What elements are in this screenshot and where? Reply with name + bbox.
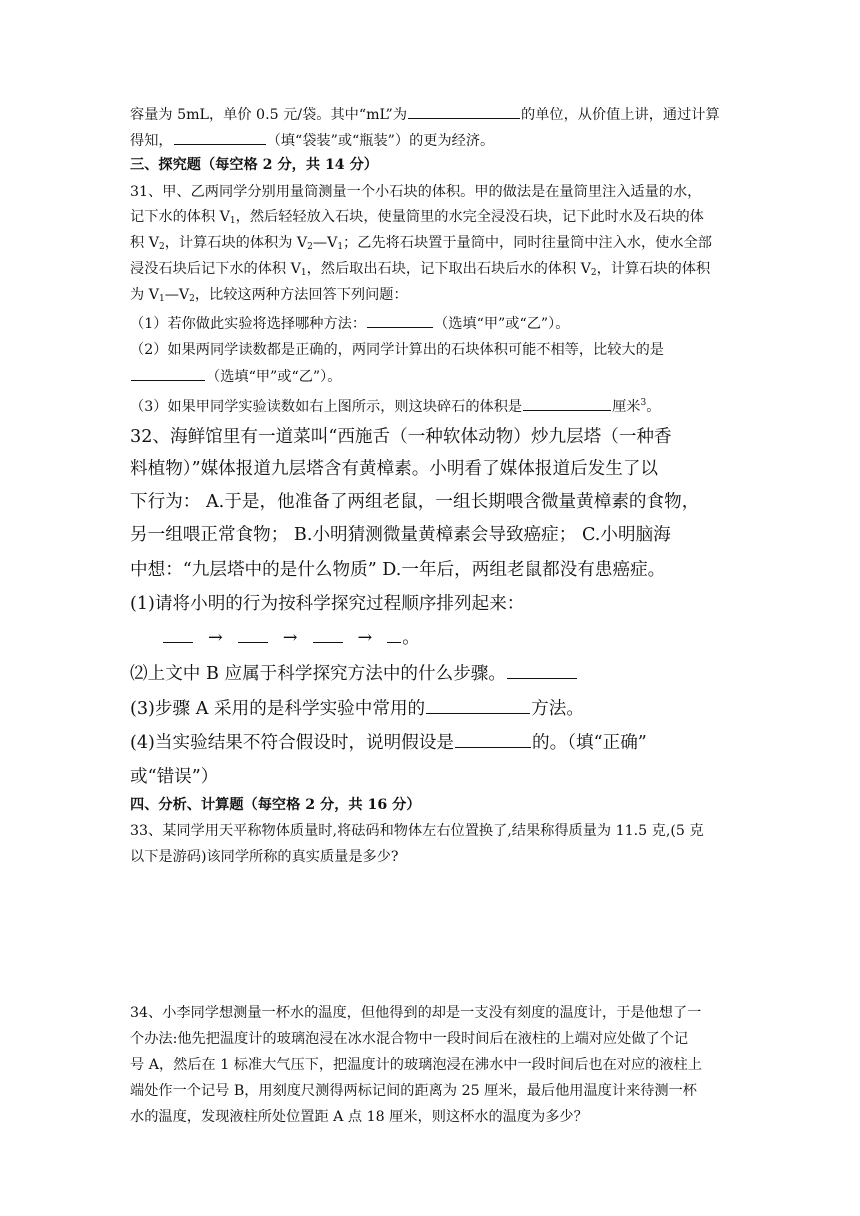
answer-blank[interactable]: [408, 104, 520, 119]
text-line: 31、甲、乙两同学分别用量筒测量一个小石块的体积。甲的做法是在量筒里注入适量的水，: [130, 184, 702, 200]
text: —V: [312, 235, 338, 251]
answer-blank[interactable]: [131, 366, 205, 381]
text: ，比较这两种方法回答下列问题：: [194, 287, 408, 303]
subscript: 2: [590, 268, 597, 278]
text-line: [130, 313, 569, 334]
text-line: [130, 731, 647, 755]
text: (4)当实验结果不符合假设时，说明假设是: [130, 733, 455, 753]
text-line: 号 A，然后在 1 标准大气压下，把温度计的玻璃泡浸在沸水中一段时间后也在对应的液柱上: [130, 1057, 702, 1073]
subscript: 1: [300, 268, 307, 278]
arrow-icon: →: [282, 628, 298, 648]
text: 。: [402, 628, 420, 648]
text-line: （2）如果两同学读数都是正确的，两同学计算出的石块体积可能不相等，比较大的是: [130, 342, 664, 358]
text-line: 料植物）”媒体报道九层塔含有黄樟素。小明看了媒体报道后发生了以: [130, 459, 659, 479]
text: （1）若你做此实验将选择哪种方法：: [130, 316, 367, 332]
text: 。: [646, 399, 661, 415]
text-line: 或“错误”）: [130, 767, 219, 787]
subscript: 2: [189, 294, 195, 304]
text: 厘米: [612, 399, 641, 415]
text-line: [130, 366, 341, 387]
text: 方法。: [531, 699, 584, 719]
text: ⑵上文中 B 应属于科学探究方法中的什么步骤。: [130, 664, 506, 684]
answer-blank[interactable]: [507, 662, 577, 679]
text: （选填“甲”或“乙”）。: [206, 369, 342, 385]
answer-blank[interactable]: [387, 628, 401, 643]
answer-blank[interactable]: [523, 396, 611, 411]
arrow-icon: →: [208, 628, 223, 648]
answer-blank[interactable]: [426, 697, 530, 714]
text: （填“袋装”或“瓶装”）的更为经济。: [266, 133, 495, 149]
sequence-answer-row: [162, 626, 420, 650]
text-line: [130, 662, 578, 686]
subscript: 1: [158, 294, 165, 304]
text: 容量为 5mL，单价 0.5 元/袋。其中“mL”为: [130, 107, 408, 123]
text: ；乙先将石块置于量筒中，同时往量筒中注入水，使水全部: [343, 235, 712, 251]
answer-blank[interactable]: [455, 731, 531, 748]
text: 为 V: [130, 287, 159, 303]
superscript: 3: [640, 398, 647, 408]
text: ，然后取出石块，记下取出石块后水的体积 V: [306, 261, 591, 277]
text-line: 端处作一个记号 B，用刻度尺测得两标记间的距离为 25 厘米，最后他用温度计来待测一杯: [130, 1083, 697, 1099]
text-line: [130, 104, 720, 125]
text: （选填“甲”或“乙”）。: [434, 316, 570, 332]
text-line: [130, 259, 710, 283]
arrow-icon: →: [357, 628, 373, 648]
answer-blank[interactable]: [238, 628, 268, 643]
answer-blank[interactable]: [313, 628, 343, 643]
text-line: 以下是游码)该同学所称的真实质量是多少?: [130, 849, 399, 865]
text-line: 另一组喂正常食物； B.小明猜测微量黄樟素会导致癌症； C.小明脑海: [130, 525, 671, 545]
text-line: 中想：“九层塔中的是什么物质” D.一年后，两组老鼠都没有患癌症。: [130, 560, 666, 580]
text-line: 水的温度，发现液柱所处位置距 A 点 18 厘米，则这杯水的温度为多少？: [130, 1109, 588, 1125]
text-line: [130, 393, 660, 417]
text-line: [130, 697, 584, 721]
answer-blank[interactable]: [174, 130, 266, 145]
text: —V: [164, 287, 190, 303]
text: (3)步骤 A 采用的是科学实验中常用的: [130, 699, 426, 719]
text: ，计算石块的体积为 V: [164, 235, 308, 251]
answer-blank[interactable]: [367, 313, 433, 328]
text: 记下水的体积 V: [130, 209, 230, 225]
subscript: 2: [307, 242, 313, 252]
text-line: [130, 207, 704, 231]
text-line: 34、小李同学想测量一杯水的温度，但他得到的却是一支没有刻度的温度计，于是他想了一: [130, 1005, 702, 1021]
text: ，计算石块的体积: [596, 261, 711, 277]
subscript: 1: [337, 242, 344, 252]
text-line: 32、海鲜馆里有一道菜叫“西施舌（一种软体动物）炒九层塔（一种香: [130, 427, 672, 447]
text: ，然后轻轻放入石块，使量筒里的水完全浸没石块，记下此时水及石块的体: [235, 209, 704, 225]
text-line: 33、某同学用天平称物体质量时,将砝码和物体左右位置换了,结果称得质量为 11.5 克,(5 克: [130, 823, 704, 839]
text: 浸没石块后记下水的体积 V: [130, 261, 301, 277]
subscript: 2: [158, 242, 165, 252]
text: （3）如果甲同学实验读数如右上图所示，则这块碎石的体积是: [130, 399, 523, 415]
text: 得知，: [130, 133, 173, 149]
text-line: 下行为： A.于是，他准备了两组老鼠，一组长期喂含微量黄樟素的食物，: [130, 492, 700, 512]
section-heading: 三、探究题（每空格 2 分，共 14 分）: [130, 157, 378, 173]
text-line: [130, 233, 712, 257]
text-line: 个办法:他先把温度计的玻璃泡浸在冰水混合物中一段时间后在液柱的上端对应处做了个记: [130, 1031, 689, 1047]
section-heading: 四、分析、计算题（每空格 2 分，共 16 分）: [130, 797, 421, 813]
text-line: [130, 285, 408, 309]
text: 的。（填“正确”: [532, 733, 647, 753]
text: 的单位，从价值上讲，通过计算: [521, 107, 720, 123]
answer-blank[interactable]: [163, 628, 193, 643]
text-line: (1)请将小明的行为按科学探究过程顺序排列起来：: [130, 594, 525, 614]
text-line: [130, 130, 494, 151]
subscript: 1: [229, 216, 236, 226]
text: 积 V: [130, 235, 159, 251]
